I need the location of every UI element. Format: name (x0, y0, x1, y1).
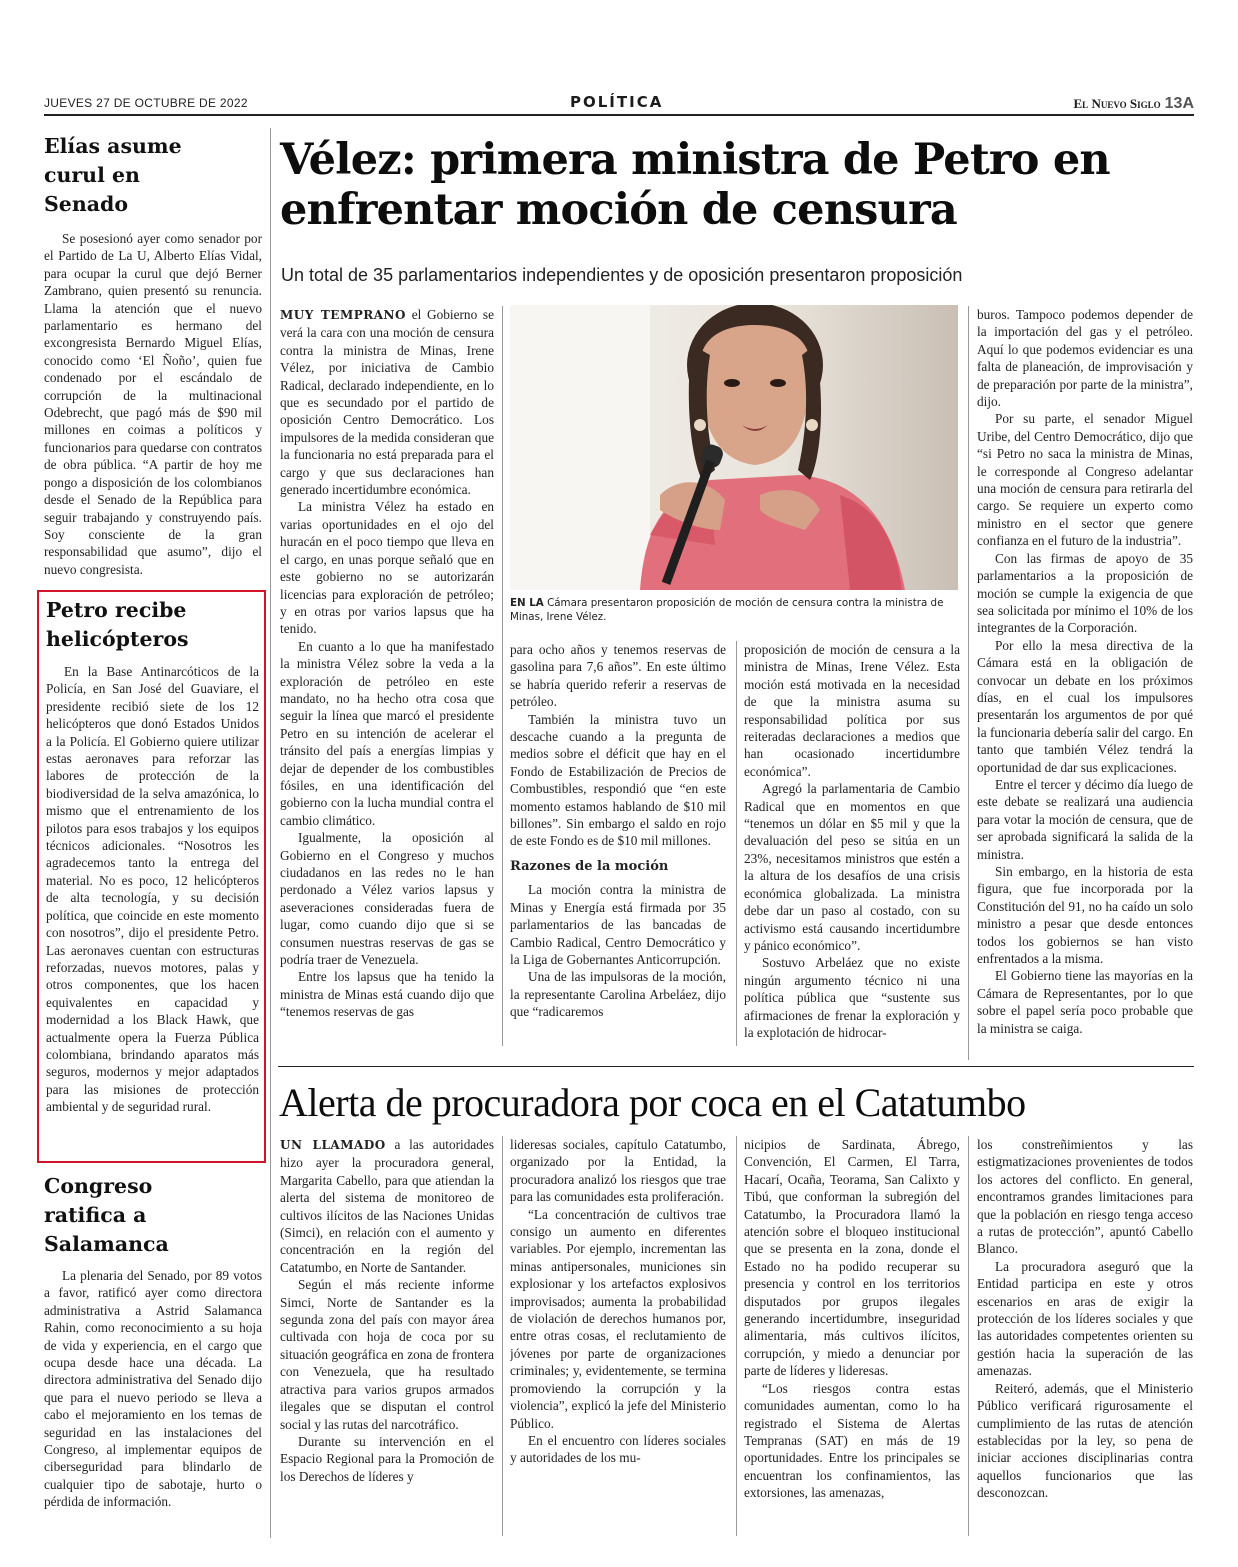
second-headline: Alerta de procuradora por coca en el Catatumbo (279, 1080, 1026, 1125)
paragraph: En la Base Antinarcóticos de la Policía, en San José del Guaviare, el presidente recibió siete de los 12 helicópteros que donó Estados Unidos a la Policía. El Gobierno quiere utilizar estas aeronaves para reforzar las labores de protección de la biodiversidad de la selva amazónica, lo mismo que el entrenamiento de los pilotos para esos trabajos y los equipos técnicos adicionales. “Nosotros les agradecemos tanto la entrega del material. No es poco, 12 helicópteros de alta tecnología, y su decisión política, que coincide en este momento con nosotros”, dijo el presidente Petro. Las aeronaves cuentan con estructuras reforzadas, nuevos motores, palas y otros componentes, que los hacen equivalentes en capacidad y modernidad a los Black Hawk, que actualmente opera la Fuerza Pública colombiana, brindando aparatos más seguros, modernos y mejor adaptados para las misiones de protección ambiental y de seguridad rural. (46, 664, 259, 1115)
paragraph: Se posesionó ayer como senador por el Partido de La U, Alberto Elías Vidal, para ocupar la curul que dejó Berner Zambrano, quien presentó su renuncia. Llama la atención que el nuevo parlamentario es hermano del excongresista Bernardo Miguel Elías, conocido como ‘El Ñoño’, quien fue condenado por el escándalo de corrupción de la multinacional Odebrecht, que pagó más de $90 mil millones en coimas a políticos y funcionarios para quedarse con contratos de obra pública. “A partir de hoy me pongo a disposición de los colombianos desde el Senado de la República para seguir trabajando y construyendo país. Soy consciente de la gran responsabilidad que asumo”, dijo el nuevo congresista. (44, 231, 262, 577)
main-column-3 (744, 641, 960, 1043)
sidebar-story-salamanca (44, 1172, 262, 1532)
column-divider (736, 1136, 737, 1536)
caption-text: Cámara presentaron proposición de moción de censura contra la ministra de Minas, Irene Vélez. (510, 597, 944, 623)
paragraph: Por su parte, el senador Miguel Uribe, del Centro Democrático, dijo que “si Petro no saca la ministra de Minas, le corresponde al Congreso adelantar una moción de censura para retirarla del cargo. Se requiere un experto como ministro en el sector que genere confianza en el futuro de la industria”. (977, 411, 1193, 549)
caption-lead: EN LA (510, 597, 544, 609)
paragraph: La moción contra la ministra de Minas y Energía está firmada por 35 parlamentarios de las bancadas de Cambio Radical, Centro Democrático y la Liga de Gobernantes Anticorrupción. (510, 882, 726, 967)
paragraph: Según el más reciente informe Simci, Norte de Santander es la segunda zona del país con mayor área cultivada con hoja de coca por su situación geográfica en zona de frontera con Venezuela, que ha resultado atractiva para varios grupos armados ilegales que se disputan el control social y las rutas del narcotráfico. (280, 1277, 494, 1432)
lead-text: a las autoridades hizo ayer la procuradora general, Margarita Cabello, para que atiendan la alerta del sistema de monitoreo de cultivos ilícitos de las Naciones Unidas (Simci), en relación con el aumento y concentración en la región del Catatumbo, en Norte de Santander. (280, 1137, 494, 1275)
column-divider (502, 306, 503, 1046)
sidebar-story-elias (44, 132, 262, 580)
column-divider (270, 128, 271, 1538)
story-body (44, 1267, 262, 1511)
paragraph: La ministra Vélez ha estado en varias oportunidades en el ojo del huracán en el poco tiempo que lleva en el cargo, en unas porque señaló que en este gobierno no se autorizarán licencias para exploración de petróleo; y en otras por varios lapsus que ha tenido. (280, 499, 494, 637)
paragraph: Entre el tercer y décimo día luego de este debate se realizará una audiencia para votar la moción de censura, que de ser aprobada significará la salida de la ministra. (977, 776, 1193, 862)
second-column-2 (510, 1136, 726, 1540)
main-column-4 (977, 306, 1193, 1058)
column-divider (968, 306, 969, 1060)
main-column-1 (280, 306, 494, 1044)
paragraph: nicipios de Sardinata, Ábrego, Convención, El Carmen, El Tarra, Hacarí, Ocaña, Teorama, San Calixto y Tibú, que conforman la subregión del Catatumbo, la Procuradora llamó la atención sobre el bloqueo institucional que se presenta en la zona, donde el Estado no ha podido recuperar su presencia y control en los territorios disputados por grupos ilegales generando incertidumbre, inseguridad alimentaria, más cultivos ilícitos, corrupción, y miedo a denunciar por parte de líderes y lideresas. (744, 1137, 960, 1379)
paragraph: buros. Tampoco podemos depender de la importación del gas y el petróleo. Aquí lo que podemos evidenciar es una falta de planeación, de improvisación y de preparación por parte de la ministra”, dijo. (977, 307, 1193, 410)
paragraph: Por ello la mesa directiva de la Cámara está en la obligación de convocar un debate en los próximos días, en el cual los impulsores presentarán los argumentos de por qué la funcionaria debería salir del cargo. En tanto que también Vélez tendrá la oportunidad de dar sus explicaciones. (977, 637, 1193, 775)
paragraph: Una de las impulsoras de la moción, la representante Carolina Arbeláez, dijo que “radicaremos (510, 969, 726, 1020)
paragraph: “Los riesgos contra estas comunidades aumentan, como lo ha registrado el Sistema de Alertas Tempranas (SAT) en más de 19 oportunidades. Entre los principales se encuentran los confinamientos, las extorsiones, las amenazas, (744, 1380, 960, 1501)
paragraph: También la ministra tuvo un descache cuando a la pregunta de medios sobre el déficit que hay en el Fondo de Estabilización de Precios de Combustibles, respondió que “en este momento estamos hablando de $10 mil billones”. Sin embargo el saldo en rojo de este Fondo es de $10 mil millones. (510, 711, 726, 849)
main-deck: Un total de 35 parlamentarios independientes y de oposición presentaron proposición (281, 265, 963, 285)
paragraph: En cuanto a lo que ha manifestado la ministra Vélez sobre la veda a la exploración de petróleo en este mandato, no ha hecho otra cosa que seguir la línea que marcó el presidente Petro en su intención de acelerar el tránsito del país a energías limpias y dejar de depender de los combustibles fósiles, en una identificación del gobierno con la lucha mundial contra el cambio climático. (280, 638, 494, 828)
paragraph: para ocho años y tenemos reservas de gasolina para 7,6 años”. En este último se habría querido referir a reservas de petróleo. (510, 642, 726, 710)
header-rule (44, 114, 1194, 116)
minister-illustration (510, 305, 958, 590)
story-headline: Congreso ratifica a Salamanca (44, 1174, 169, 1256)
second-column-4 (977, 1136, 1193, 1540)
paragraph: El Gobierno tiene las mayorías en la Cámara de Representantes, por lo que sobre el papel sería poco probable que la ministra se caiga. (977, 968, 1193, 1036)
second-column-3 (744, 1136, 960, 1540)
lead-in: UN LLAMADO (280, 1138, 386, 1152)
masthead (1074, 93, 1194, 113)
paragraph: proposición de moción de censura a la ministra de Minas, Irene Vélez. Esta moción está motivada en la necesidad de que la ministra asuma su responsabilidad política por sus reiteradas declaraciones a medios que han ocasionado incertidumbre económica”. (744, 642, 960, 779)
paragraph: Entre los lapsus que ha tenido la ministra de Minas está cuando dijo que “tenemos reservas de gas (280, 969, 494, 1020)
main-column-2 (510, 641, 726, 1043)
paragraph: Con las firmas de apoyo de 35 parlamentarios a la proposición de moción se cumple la exigencia de que sea solicitada por mínimo el 10% de los integrantes de la Corporación. (977, 550, 1193, 636)
main-headline: Vélez: primera ministra de Petro en enfrentar moción de censura (280, 135, 1110, 235)
paragraph: Sin embargo, en la historia de esta figura, que fue incorporada por la Constitución del 91, no ha caído un solo ministro a pesar que desde entonces todos los gobiernos se han visto enfrentados a la misma. (977, 864, 1193, 967)
paragraph: “La concentración de cultivos trae consigo un aumento en diferentes variables. Por ejemplo, incrementan las minas antipersonales, municiones sin explosionar y los artefactos explosivos improvisados; aumenta la probabilidad de violación de derechos humanos por, entre otras cosas, el reclutamiento de jóvenes por parte de organizaciones criminales; y, evidentemente, se termina promoviendo la corrupción y la violencia”, explicó la jefe del Ministerio Público. (510, 1206, 726, 1431)
paragraph: Reiteró, además, que el Ministerio Público verificará rigurosamente el cumplimiento de las rutas de atención establecidas por la ley, so pena de iniciar acciones disciplinarias contra aquellos funcionarios que las desconozcan. (977, 1380, 1193, 1501)
column-divider (502, 1136, 503, 1536)
issue-date: JUEVES 27 DE OCTUBRE DE 2022 (44, 96, 248, 110)
section-title: POLÍTICA (570, 93, 664, 111)
second-column-1 (280, 1136, 494, 1540)
column-divider (968, 1136, 969, 1536)
lead-paragraph (280, 1136, 494, 1276)
paragraph: Agregó la parlamentaria de Cambio Radical que en momentos en que “tenemos un dólar en $5 mil y que la devaluación del peso se sitúa en un 23%, necesitamos ministros que estén a la altura de los desafíos de una crisis económica globalizada. La ministra debe dar un paso al costado, con su activismo está causando incertidumbre y pánico económico”. (744, 781, 960, 953)
paragraph: Igualmente, la oposición al Gobierno en el Congreso y muchos ciudadanos en las redes no le han perdonado a Vélez varios lapsus y aseveraciones consideradas fuera de lugar, como cuando dijo que si se consumen nuestras reservas de gas se podría traer de Venezuela. (280, 830, 494, 968)
brand-name: El Nuevo Siglo (1073, 96, 1161, 111)
section-subhead: Razones de la moción (510, 858, 669, 874)
story-headline: Elías asume curul en Senado (44, 134, 182, 216)
paragraph: los constreñimientos y las estigmatizaciones provenientes de todos los actores del conflicto. En general, encontramos grandes limitaciones para que la población en riesgo tenga acceso a rutas de protección”, apuntó Cabello Blanco. (977, 1137, 1193, 1257)
lead-in: MUY TEMPRANO (280, 308, 406, 322)
column-divider (736, 641, 737, 1046)
paragraph: La plenaria del Senado, por 89 votos a favor, ratificó ayer como directora administrativa a Astrid Salamanca Rahin, como reconocimiento a su hoja de vida y experiencia, en el cargo que ocupa desde hace una década. La directora administrativa del Senado dijo que para el nuevo periodo se lleva a cabo el mejoramiento en los temas de seguridad en las instalaciones del Congreso, al implementar equipos de ciberseguridad para blindarlo de cualquier tipo de sabotaje, hurto o pérdida de información. (44, 1268, 262, 1510)
story-headline: Petro recibe helicópteros (46, 598, 189, 651)
page-number: 13A (1164, 95, 1194, 112)
paragraph: La procuradora aseguró que la Entidad participa en este y otros escenarios en aras de exigir la protección de los líderes sociales y que las autoridades competentes orienten su gestión hacia la superación de las amenazas. (977, 1258, 1193, 1379)
story-body (46, 663, 259, 1116)
paragraph: En el encuentro con líderes sociales y autoridades de los mu- (510, 1432, 726, 1466)
paragraph: lideresas sociales, capítulo Catatumbo, organizado por la Entidad, la procuradora analizó los riesgos que trae para las comunidades esta proliferación. (510, 1137, 726, 1205)
paragraph: Sostuvo Arbeláez que no existe ningún argumento técnico ni una política pública que “sustente sus afirmaciones de frenar la exploración y la explotación de hidrocar- (744, 955, 960, 1040)
article-separator (278, 1066, 1194, 1067)
lead-paragraph (280, 306, 494, 498)
photo-caption (510, 596, 955, 624)
highlighted-story-helicopteros (37, 590, 266, 1163)
lead-text: el Gobierno se verá la cara con una moción de censura contra la ministra de Minas, Irene Vélez, por iniciativa de Cambio Radical, declarado independiente, en lo que es secundado por el partido de oposición Centro Democrático. Los impulsores de la medida consideran que la funcionaria no está preparada para el cargo y que sus declaraciones han generado incertidumbre económica. (280, 307, 494, 498)
paragraph: Durante su intervención en el Espacio Regional para la Promoción de los Derechos de líderes y (280, 1433, 494, 1484)
minister-photo (510, 305, 958, 590)
story-body (44, 230, 262, 578)
